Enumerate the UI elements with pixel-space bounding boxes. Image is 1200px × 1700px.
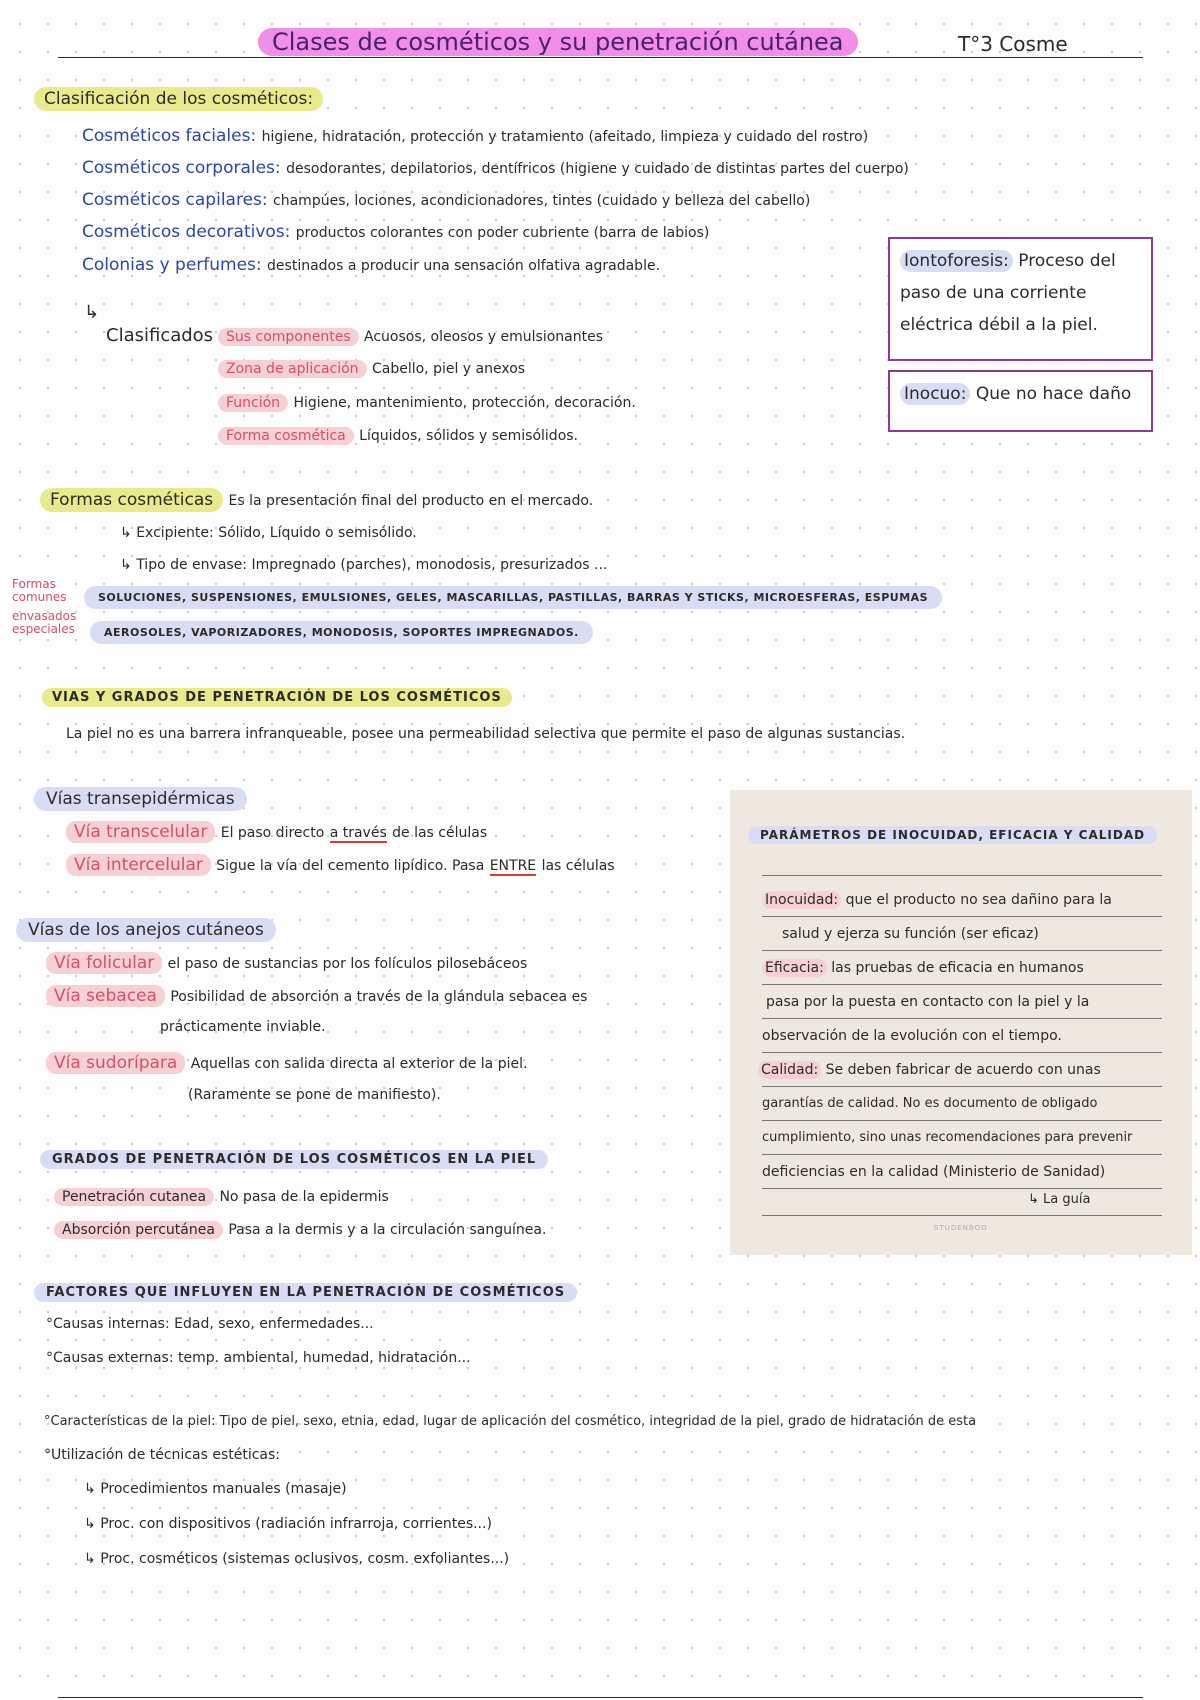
param-line: pasa por la puesta en contacto con la piel y la [766,994,1090,1010]
list-item: Vía folicular el paso de sustancias por los folículos pilosebáceos [46,953,527,973]
parametros-card [730,790,1192,1255]
divider [762,1188,1162,1189]
list-item: Cosméticos capilares: champúes, lociones, acondicionadores, tintes (cuidado y belleza del cabello) [82,190,811,210]
divider [762,1120,1162,1121]
transepidermicas-heading: Vías transepidérmicas [34,787,247,811]
sebacea-continuation: prácticamente inviable. [160,1019,326,1035]
divider [762,1086,1162,1087]
formas-comunes: SOLUCIONES, SUSPENSIONES, EMULSIONES, GELES, MASCARILLAS, PASTILLAS, BARRAS Y STICKS, MICROESFERAS, ESPUMAS [84,586,942,609]
footer-rule [58,1697,1143,1698]
list-item: ↳ Procedimientos manuales (masaje) [84,1481,347,1497]
sudoripara-continuation: (Raramente se pone de manifiesto). [188,1087,441,1103]
watermark: STUDENBOO [934,1224,988,1232]
side-label-especiales: envasados especiales [12,609,77,636]
list-item: Función Higiene, mantenimiento, protección, decoración. [218,392,636,412]
list-item: Absorción percutánea Pasa a la dermis y a la circulación sanguínea. [54,1219,546,1239]
list-item: Forma cosmética Líquidos, sólidos y semisólidos. [218,425,578,445]
divider [762,1154,1162,1155]
formas-definition: Formas cosméticas Es la presentación final del producto en el mercado. [40,490,593,510]
list-item: Vía sebacea Posibilidad de absorción a través de la glándula sebacea es [46,986,587,1006]
grados-heading: GRADOS DE PENETRACIÓN DE LOS COSMÉTICOS EN LA PIEL [40,1150,548,1169]
divider [762,1018,1162,1019]
divider [762,950,1162,951]
vias-intro: La piel no es una barrera infranqueable, posee una permeabilidad selectiva que permite el paso de algunas sustancias. [66,726,906,742]
iontoforesis-box [888,237,1153,361]
formas-heading: Formas cosméticas [40,488,223,512]
side-label-comunes: Formas comunes [12,577,67,604]
list-item: Sus componentes Acuosos, oleosos y emulsionantes [218,326,603,346]
topic-tag: T°3 Cosme [958,32,1068,56]
list-item: Cosméticos faciales: higiene, hidratación, protección y tratamiento (afeitado, limpieza y cuidado del rostro) [82,126,869,146]
list-item: Zona de aplicación Cabello, piel y anexos [218,358,525,378]
inocuo-text: Que no hace daño [975,384,1132,404]
list-item: Vía transcelular El paso directo a través de las células [66,822,487,842]
param-line: deficiencias en la calidad (Ministerio de Sanidad) [762,1164,1106,1180]
param-line: Calidad: Se deben fabricar de acuerdo con unas [758,1062,1101,1078]
param-line: observación de la evolución con el tiempo. [762,1028,1062,1044]
excipiente-line: ↳ Excipiente: Sólido, Líquido o semisólido. [120,525,417,541]
clasificados-label: Clasificados [106,325,214,346]
caracteristicas-piel: °Características de la piel: Tipo de piel, sexo, etnia, edad, lugar de aplicación del cosmético, integridad de la piel, grado de hidratación de esta [44,1414,977,1429]
list-item: ↳ Proc. con dispositivos (radiación infrarroja, corrientes...) [84,1516,492,1532]
causas-internas: °Causas internas: Edad, sexo, enfermedades... [46,1316,374,1332]
list-item: Cosméticos corporales: desodorantes, depilatorios, dentífricos (higiene y cuidado de distintas partes del cuerpo) [82,158,909,178]
page-title: Clases de cosméticos y su penetración cutánea [258,28,858,56]
parametros-heading: PARÁMETROS DE INOCUIDAD, EFICACIA Y CALIDAD [748,826,1157,844]
divider [762,1052,1162,1053]
header-rule [58,57,1143,58]
divider [762,984,1162,985]
divider [762,875,1162,876]
causas-externas: °Causas externas: temp. ambiental, humedad, hidratación... [46,1350,471,1366]
vias-heading: VIAS Y GRADOS DE PENETRACIÓN DE LOS COSMÉTICOS [42,688,512,707]
param-line: Inocuidad: que el producto no sea dañino para la [762,892,1112,908]
clasificacion-heading: Clasificación de los cosméticos: [34,87,323,111]
anejos-heading: Vías de los anejos cutáneos [16,918,276,942]
iontoforesis-text: Proceso del paso de una corriente eléctrica débil a la piel. [900,251,1116,335]
arrow-icon: ↳ [84,302,100,323]
param-line: salud y ejerza su función (ser eficaz) [782,926,1039,942]
list-item: Penetración cutanea No pasa de la epidermis [54,1186,389,1206]
iontoforesis-label: Iontoforesis: [900,250,1013,272]
divider [762,916,1162,917]
inocuo-label: Inocuo: [900,383,970,405]
list-item: ↳ Proc. cosméticos (sistemas oclusivos, cosm. exfoliantes...) [84,1551,510,1567]
list-item: Vía sudorípara Aquellas con salida directa al exterior de la piel. [46,1053,527,1073]
tecnicas-esteticas: °Utilización de técnicas estéticas: [44,1447,281,1463]
factores-heading: FACTORES QUE INFLUYEN EN LA PENETRACIÓN DE COSMÉTICOS [34,1283,577,1302]
param-line: garantías de calidad. No es documento de obligado [762,1096,1098,1111]
list-item: Vía intercelular Sigue la vía del cemento lipídico. Pasa ENTRE las células [66,855,615,875]
param-line: cumplimiento, sino unas recomendaciones para prevenir [762,1130,1133,1145]
inocuo-box [888,370,1153,432]
envasados-especiales: AEROSOLES, VAPORIZADORES, MONODOSIS, SOPORTES IMPREGNADOS. [90,621,593,644]
list-item: Colonias y perfumes: destinados a producir una sensación olfativa agradable. [82,255,661,275]
param-note: ↳ La guía [1028,1192,1091,1207]
divider [762,1215,1162,1216]
list-item: Cosméticos decorativos: productos colorantes con poder cubriente (barra de labios) [82,222,710,242]
param-line: Eficacia: las pruebas de eficacia en humanos [762,960,1084,976]
envase-line: ↳ Tipo de envase: Impregnado (parches), monodosis, presurizados ... [120,557,608,573]
